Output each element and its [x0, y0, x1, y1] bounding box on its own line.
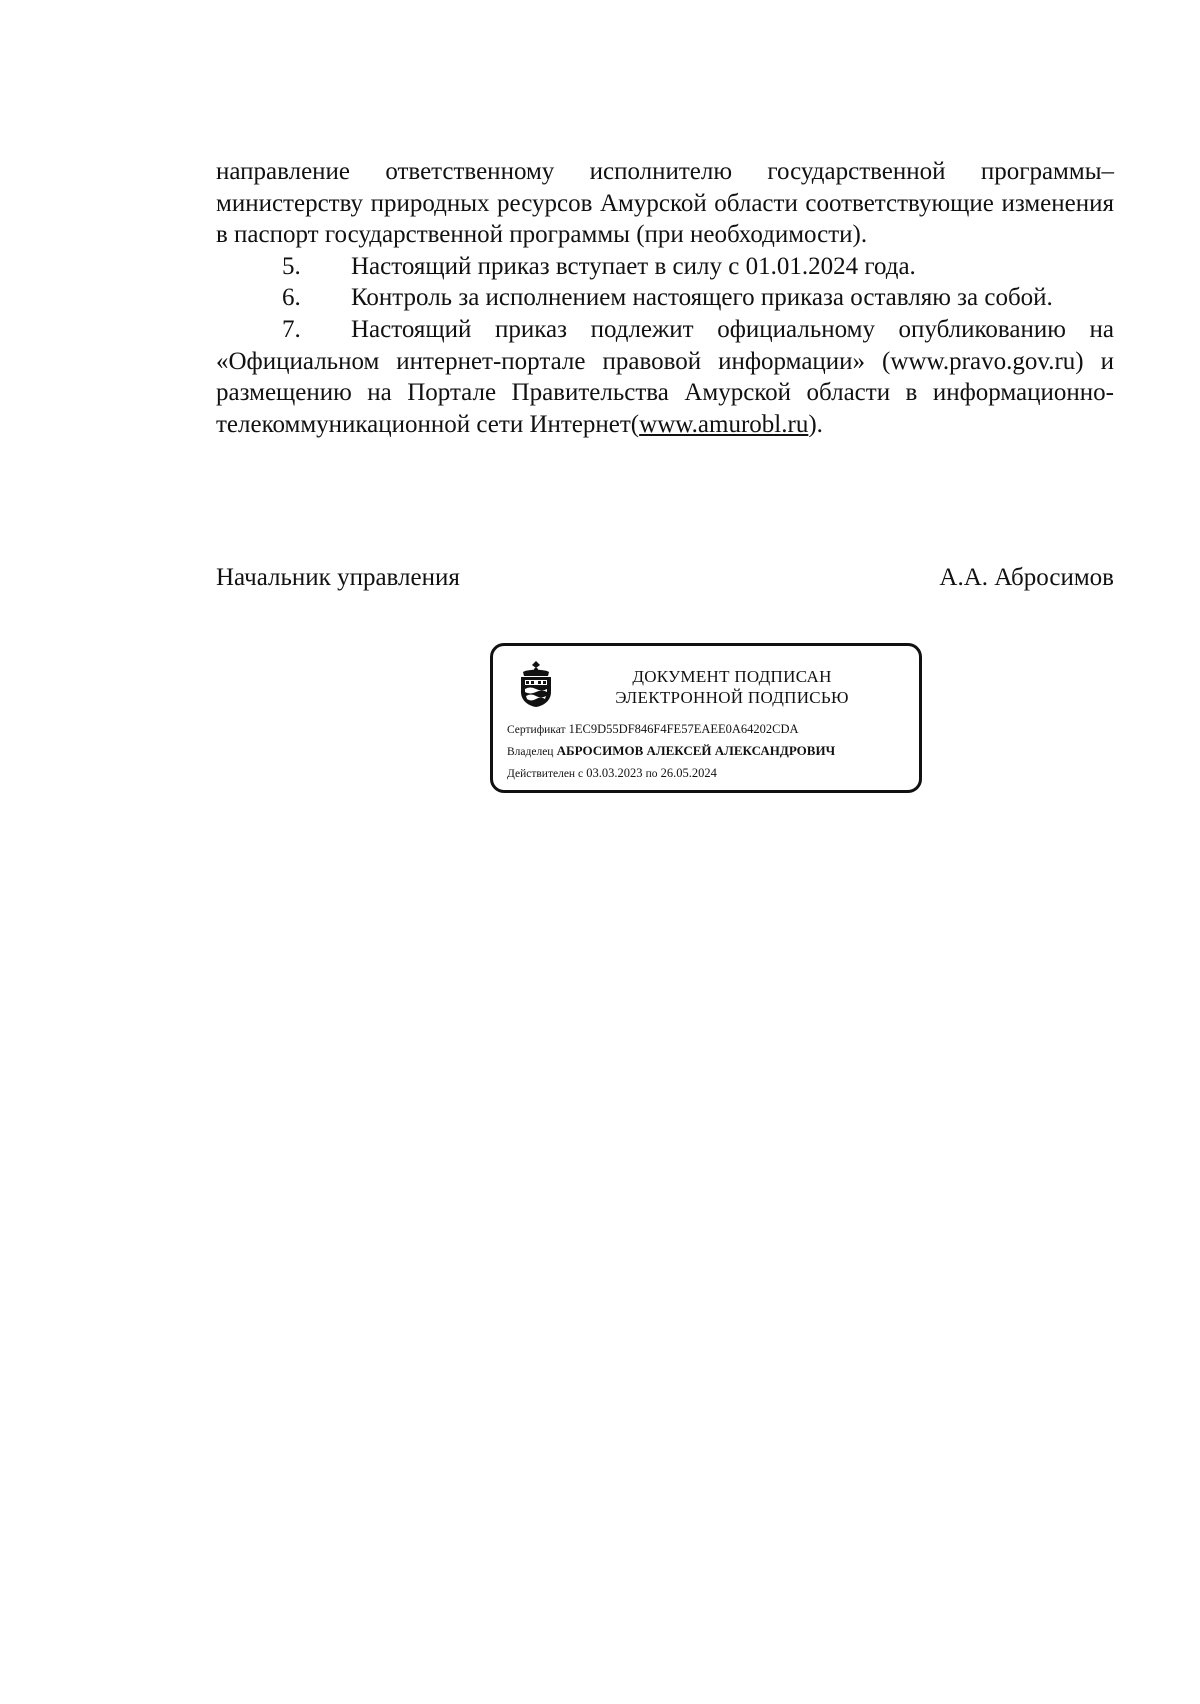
- certificate-value: 1EC9D55DF846F4FE57EAEE0A64202CDA: [568, 722, 799, 736]
- paragraph-continuation: направление ответственному исполнителю государственной программы–министерству природных ресурсов Амурской области соответствующие изменения в паспорт государственной программы (при необходимости).: [216, 158, 1114, 249]
- order-item-6: [216, 282, 1114, 314]
- owner-label: Владелец: [507, 746, 554, 758]
- signer-name: А.А. Абросимов: [939, 564, 1114, 591]
- item-number: 7.: [282, 315, 301, 343]
- valid-label: Действителен с: [507, 768, 584, 780]
- stamp-title-line-2: ЭЛЕКТРОННОЙ ПОДПИСЬЮ: [615, 688, 849, 707]
- order-item-7: [216, 314, 1114, 440]
- stamp-validity: [507, 765, 919, 782]
- item-number: 6.: [282, 284, 301, 312]
- item-number: 5.: [282, 252, 301, 280]
- valid-to-label: по: [645, 768, 658, 780]
- item-text: Настоящий приказ вступает в силу с 01.01.2024 года.: [351, 252, 916, 280]
- electronic-signature-stamp: [490, 643, 922, 793]
- signer-position: Начальник управления: [216, 564, 460, 591]
- valid-to: 26.05.2024: [660, 766, 717, 780]
- amur-region-coat-of-arms-icon: [515, 660, 557, 708]
- stamp-title: [567, 666, 897, 708]
- certificate-label: Сертификат: [507, 724, 566, 736]
- valid-from: 03.03.2023: [586, 766, 643, 780]
- owner-value: АБРОСИМОВ АЛЕКСЕЙ АЛЕКСАНДРОВИЧ: [556, 743, 836, 758]
- signature-row: [216, 562, 1114, 594]
- item-text: Настоящий приказ подлежит официальному опубликованию на «Официальном интернет-портале правовой информации» (www.pravo.gov.ru) и размещению на Портале Правительства Амурской области в информационно-телекоммуникационной сети Интернет(: [216, 315, 1114, 438]
- stamp-certificate: [507, 721, 919, 738]
- stamp-title-line-1: ДОКУМЕНТ ПОДПИСАН: [632, 667, 832, 686]
- order-item-5: [216, 251, 1114, 283]
- order-text: [216, 156, 1114, 440]
- item-text-tail: ).: [808, 410, 823, 438]
- item-text: Контроль за исполнением настоящего приказа оставляю за собой.: [351, 284, 1053, 312]
- stamp-owner: [507, 743, 919, 760]
- amurobl-link[interactable]: www.amurobl.ru: [639, 410, 809, 438]
